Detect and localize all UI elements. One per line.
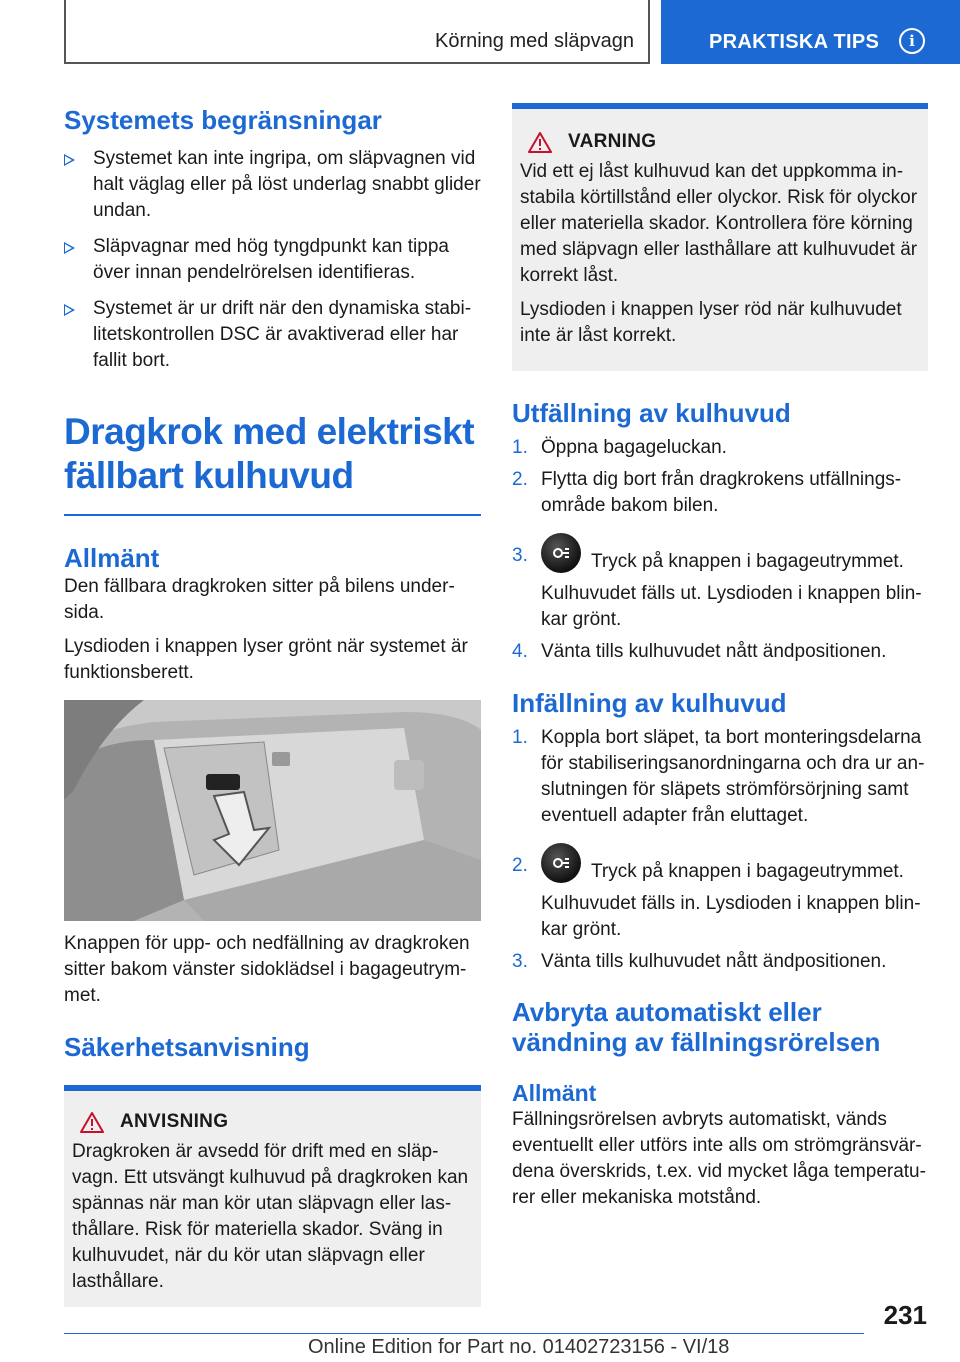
list-item: 2. Tryck på knappen i bagageutrymmet. Kulhuvudet fälls in. Lysdioden i knappen blinkar grönt. <box>512 843 928 943</box>
fold-heading: Infällning av kulhuvud <box>512 688 787 718</box>
list-item: 4. Vänta tills kulhuvudet nått ändpositionen. <box>512 641 887 662</box>
list-item: 1. Öppna bagageluckan. <box>512 437 727 458</box>
hitch-button-icon <box>541 843 581 883</box>
limits-list <box>64 146 481 374</box>
tab-label: PRAKTISKA TIPS <box>709 31 880 53</box>
warning-title: VARNING <box>568 131 657 152</box>
warning-paragraph-2: Lysdioden i knappen lyser röd när kulhuvudet inte är låst korrekt. <box>520 299 902 346</box>
notice-text: Dragkroken är avsedd för drift med en släpvagn. Ett utsvängt kulhuvud på dragkroken kan spännas när man kör utan släpvagn eller lasthållare. Risk för materiella skador. Sväng in kulhuvudet, när du kör utan släpvagn eller lasthållare. <box>72 1141 469 1292</box>
unfold-steps <box>512 435 928 665</box>
list-item: 3. Tryck på knappen i bagageutrymmet. Kulhuvudet fälls ut. Lysdioden i knappen blinkar grönt. <box>512 533 928 633</box>
general-paragraph-2: Lysdioden i knappen lyser grönt när systemet är funktionsberett. <box>64 636 468 683</box>
main-heading: Dragkrok med elektriskt fällbart kulhuvud <box>64 411 475 496</box>
heading-divider <box>64 514 481 516</box>
notice-title: ANVISNING <box>120 1111 229 1132</box>
general-heading: Allmänt <box>64 543 160 573</box>
header-section-title: Körning med släpvagn <box>434 30 634 52</box>
image-caption: Knappen för upp- och nedfällning av dragkroken sitter bakom vänster sidoklädsel i bagageutrymmet. <box>64 933 470 1006</box>
warning-box <box>512 103 928 371</box>
footer-divider <box>64 1333 864 1334</box>
header-section <box>64 0 650 64</box>
right-column <box>512 103 928 1211</box>
general-paragraph-1: Den fällbara dragkroken sitter på bilens undersida. <box>64 576 455 623</box>
footer-edition: Online Edition for Part no. 01402723156 - VI/18 <box>308 1336 730 1358</box>
list-item: Systemet kan inte ingripa, om släpvagnen vid halt väglag eller på löst underlag snabbt glider undan. <box>64 146 481 224</box>
step-result: Kulhuvudet fälls in. Lysdioden i knappen blinkar grönt. <box>541 893 921 940</box>
notice-box <box>64 1085 481 1307</box>
list-item: Systemet är ur drift när den dynamiska stabilitetskontrollen DSC är avaktiverad eller har fallit bort. <box>64 296 481 374</box>
triangle-bullet-icon <box>64 304 75 316</box>
trunk-photo <box>64 700 481 921</box>
abort-heading: Avbryta automatiskt eller vändning av fällningsrörelsen <box>512 997 881 1057</box>
warning-triangle-icon <box>528 131 552 153</box>
list-item: 3. Vänta tills kulhuvudet nått ändpositionen. <box>512 951 887 972</box>
notice-title-row <box>72 1111 473 1133</box>
abort-subheading: Allmänt <box>512 1080 597 1106</box>
info-icon[interactable]: i <box>899 28 925 54</box>
warning-title-row <box>520 131 920 153</box>
triangle-bullet-icon <box>64 242 75 254</box>
warning-triangle-icon <box>80 1111 104 1133</box>
list-item: Släpvagnar med hög tyngdpunkt kan tippa över innan pendelrörelsen identifieras. <box>64 234 481 286</box>
list-item: 1. Koppla bort släpet, ta bort monteringsdelarna för stabiliseringsanordningarna och dra ur anslutningen för släpets strömförsörjning samt eventuell adapter från eluttaget. <box>512 727 925 826</box>
left-column <box>64 96 481 1307</box>
list-item: 2. Flytta dig bort från dragkrokens utfällningsområde bakom bilen. <box>512 469 902 516</box>
limits-heading: Systemets begränsningar <box>64 105 382 135</box>
warning-paragraph-1: Vid ett ej låst kulhuvud kan det uppkomma instabila körtillstånd eller olyckor. Risk för olyckor eller materiella skador. Kontrollera före körning med släpvagn eller lasthållare att kulhuvudet är korrekt låst. <box>520 161 918 286</box>
abort-text: Fällningsrörelsen avbryts automatiskt, vänds eventuellt eller utförs inte alls om strömgränsvärdena överskrids, t.ex. vid mycket låga temperaturer eller mekaniska motstånd. <box>512 1109 926 1208</box>
triangle-bullet-icon <box>64 154 75 166</box>
unfold-heading: Utfällning av kulhuvud <box>512 398 791 428</box>
hitch-button-icon <box>541 533 581 573</box>
page-number: 231 <box>883 1300 927 1330</box>
safety-heading: Säkerhetsanvisning <box>64 1032 310 1062</box>
fold-steps <box>512 725 928 975</box>
tab-praktiska-tips[interactable] <box>661 0 960 64</box>
step-result: Kulhuvudet fälls ut. Lysdioden i knappen blinkar grönt. <box>541 583 922 630</box>
